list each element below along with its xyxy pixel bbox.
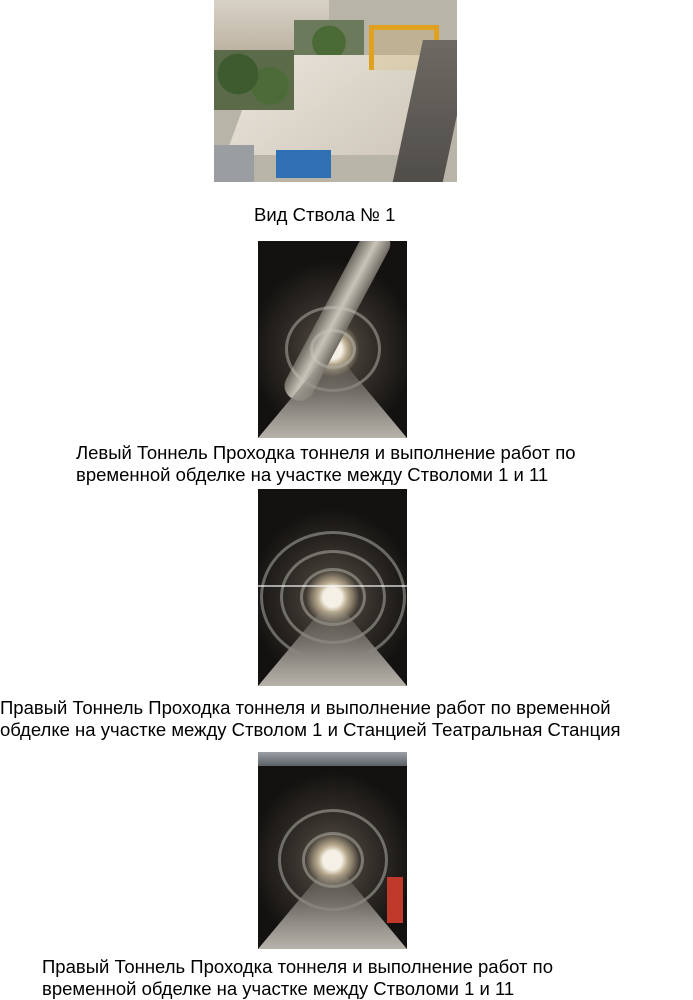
light-flare [258,585,407,587]
tunnel-floor [258,874,407,949]
caption-left-tunnel [76,442,576,486]
caption-line: Вид Ствола № 1 [254,204,396,225]
caption-line: временной обделке на участке между Стволоми 1 и 11 [76,464,549,485]
red-equipment [387,877,403,923]
right-tunnel-photo-2 [258,752,407,949]
caption-right-tunnel-2 [42,956,553,1000]
tunnel-floor [258,363,407,438]
caption-line: Правый Тоннель Проходка тоннеля и выполнение работ по временной [0,697,611,718]
right-tunnel-photo-1 [258,489,407,686]
blue-tent [276,150,331,178]
caption-line: Левый Тоннель Проходка тоннеля и выполнение работ по [76,442,576,463]
shaft-aerial-photo [214,0,457,182]
trees [214,50,294,110]
caption-line: временной обделке на участке между Стволоми 1 и 11 [42,978,515,999]
caption-line: обделке на участке между Стволом 1 и Станцией Театральная Станция [0,719,621,740]
overhead-beam [258,752,407,766]
left-tunnel-photo [258,241,407,438]
caption-shaft-view [254,204,395,226]
shed [214,145,254,182]
caption-line: Правый Тоннель Проходка тоннеля и выполнение работ по [42,956,553,977]
caption-right-tunnel-1 [0,697,621,741]
